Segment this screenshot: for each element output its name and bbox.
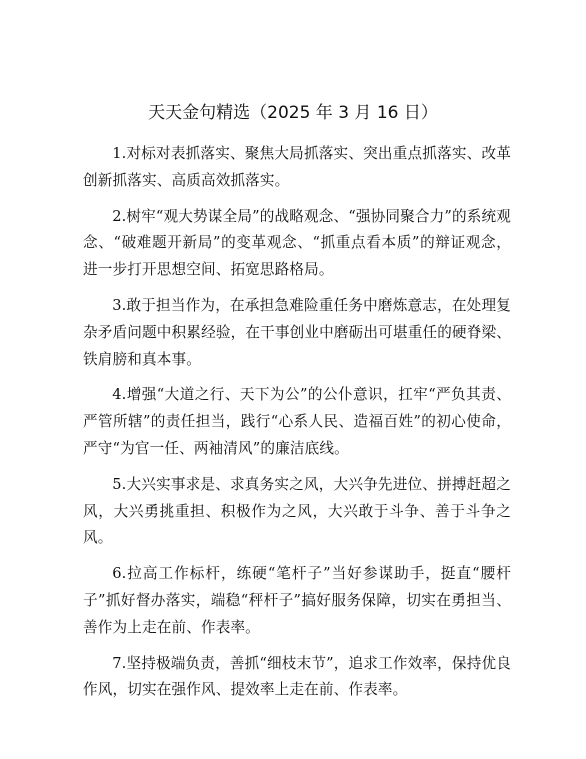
- paragraph-7: 7.坚持极端负责，善抓“细枝末节”，追求工作效率，保持优良作风，切实在强作风、提效率上走在前、作表率。: [83, 654, 511, 699]
- document-body: [83, 141, 511, 713]
- paragraph-3: 3.敢于担当作为，在承担急难险重任务中磨炼意志，在处理复杂矛盾问题中积累经验，在干事创业中磨砺出可堪重任的硬脊梁、铁肩膀和真本事。: [83, 296, 511, 368]
- paragraph-6: 6.拉高工作标杆，练硬“笔杆子”当好参谋助手，挺直“腰杆子”抓好督办落实，端稳“秤杆子”搞好服务保障，切实在勇担当、善作为上走在前、作表率。: [83, 565, 511, 636]
- paragraph-5: 5.大兴实事求是、求真务实之风，大兴争先进位、拼搏赶超之风，大兴勇挑重担、积极作为之风，大兴敢于斗争、善于斗争之风。: [83, 475, 511, 547]
- paragraph-2: 2.树牢“观大势谋全局”的战略观念、“强协同聚合力”的系统观念、“破难题开新局”的变革观念、“抓重点看本质”的辩证观念，进一步打开思想空间、拓宽思路格局。: [83, 207, 511, 279]
- paragraph-4: 4.增强“大道之行、天下为公”的公仆意识，扛牢“严负其责、严管所辖”的责任担当，践行“心系人民、造福百姓”的初心使命，严守“为官一任、两袖清风”的廉洁底线。: [83, 386, 511, 457]
- document-title: 天天金句精选（2025 年 3 月 16 日）: [148, 103, 438, 123]
- paragraph-1: 1.对标对表抓落实、聚焦大局抓落实、突出重点抓落实、改革创新抓落实、高质高效抓落实。: [83, 145, 511, 189]
